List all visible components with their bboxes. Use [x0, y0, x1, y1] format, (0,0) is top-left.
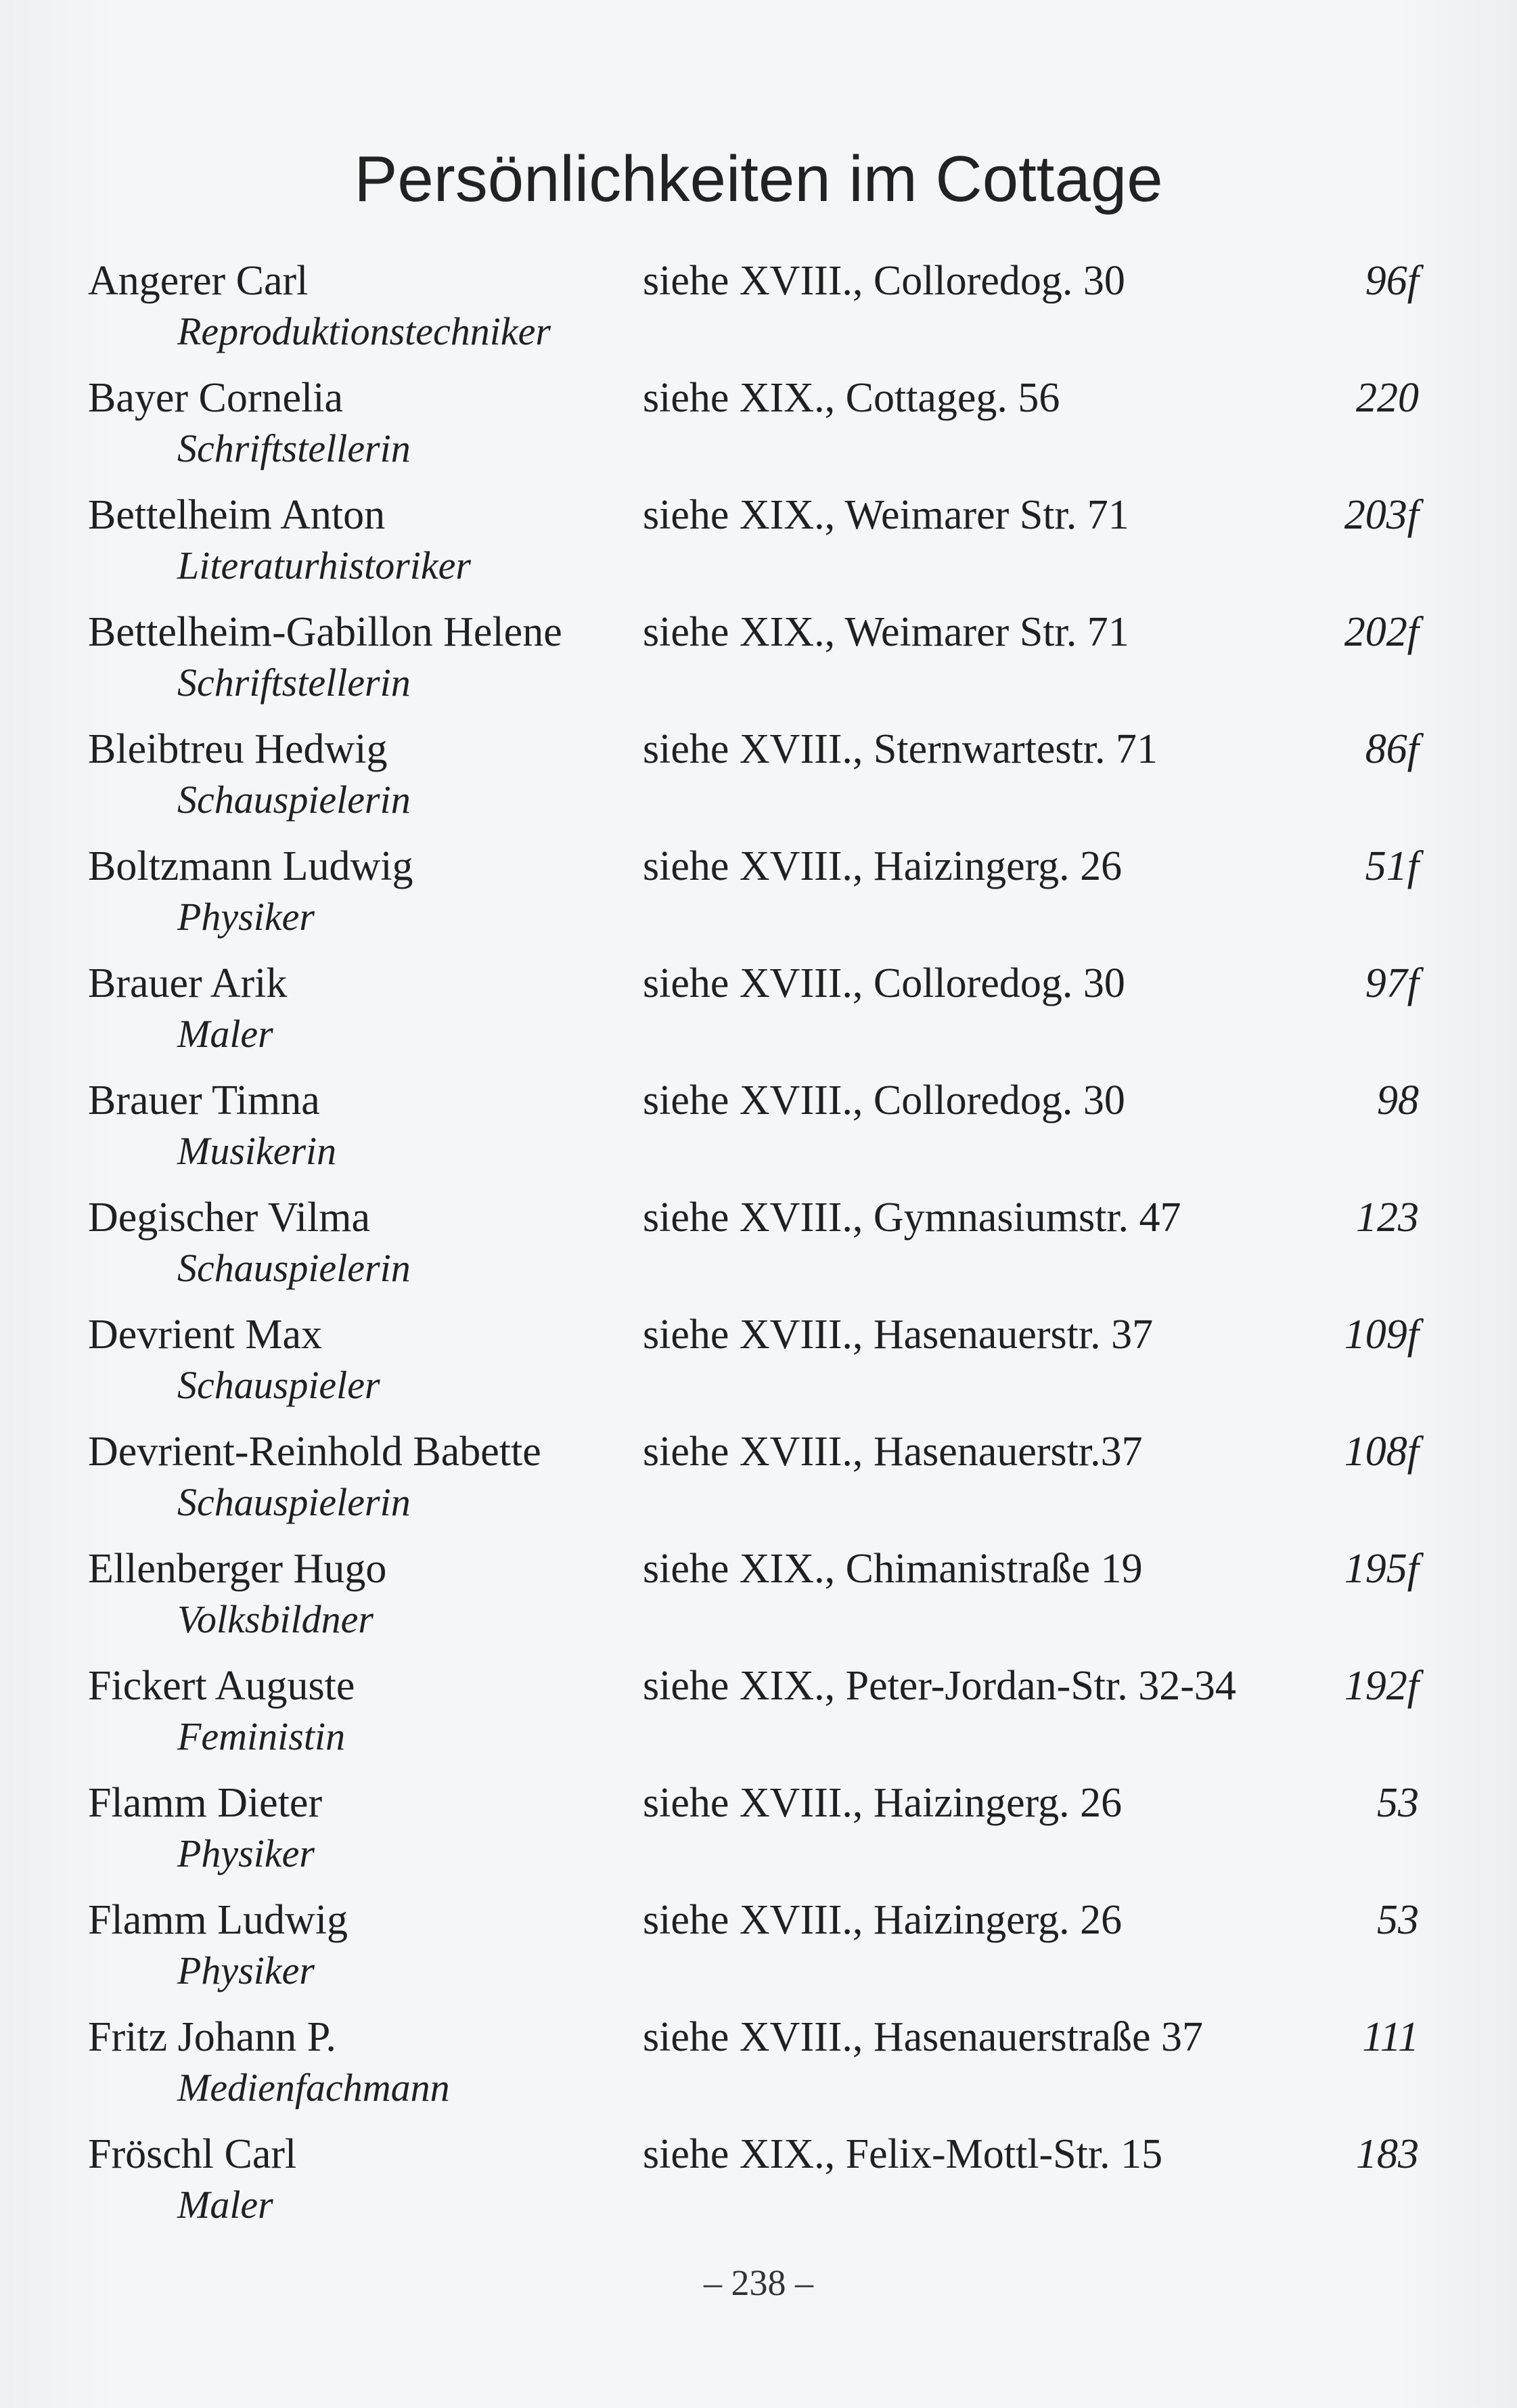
person-name: Angerer Carl: [88, 258, 309, 304]
person-address: siehe XVIII., Sternwartestr. 71: [643, 726, 1158, 772]
person-occupation: Schauspielerin: [177, 778, 411, 822]
person-name: Bettelheim-Gabillon Helene: [88, 609, 562, 655]
person-name: Devrient-Reinhold Babette: [88, 1429, 541, 1475]
list-item: [0, 1896, 1517, 2005]
person-name: Flamm Dieter: [88, 1780, 323, 1826]
person-occupation: Physiker: [177, 1831, 315, 1875]
person-name: Degischer Vilma: [88, 1195, 370, 1241]
page-reference: 108f: [1344, 1429, 1419, 1475]
person-occupation: Maler: [177, 2183, 273, 2227]
person-name: Fritz Johann P.: [88, 2014, 336, 2060]
person-name: Bettelheim Anton: [88, 492, 386, 538]
page-reference: 96f: [1365, 258, 1419, 304]
person-name: Brauer Arik: [88, 960, 288, 1006]
list-item: [0, 1428, 1517, 1536]
list-item: [0, 843, 1517, 951]
person-name: Flamm Ludwig: [88, 1897, 348, 1943]
person-occupation: Schauspielerin: [177, 1246, 411, 1290]
list-item: [0, 1077, 1517, 1185]
person-occupation: Schriftstellerin: [177, 426, 411, 470]
person-occupation: Volksbildner: [177, 1597, 373, 1641]
person-occupation: Maler: [177, 1012, 273, 1056]
person-name: Bleibtreu Hedwig: [88, 726, 388, 772]
page-number: – 238 –: [704, 2262, 813, 2303]
person-occupation: Musikerin: [177, 1129, 337, 1173]
list-item: [0, 726, 1517, 834]
person-address: siehe XVIII., Colloredog. 30: [643, 1077, 1125, 1123]
person-occupation: Medienfachmann: [177, 2066, 450, 2110]
person-address: siehe XVIII., Hasenauerstr. 37: [643, 1312, 1154, 1358]
page-reference: 53: [1377, 1780, 1419, 1826]
person-occupation: Schauspieler: [177, 1363, 380, 1407]
person-address: siehe XVIII., Hasenauerstr.37: [643, 1429, 1143, 1475]
list-item: [0, 1779, 1517, 1888]
page-title: Persönlichkeiten im Cottage: [354, 143, 1163, 215]
page-reference: 86f: [1365, 726, 1419, 772]
list-item: [0, 1545, 1517, 1653]
page-reference: 97f: [1365, 960, 1419, 1006]
person-address: siehe XVIII., Colloredog. 30: [643, 960, 1125, 1006]
person-name: Fickert Auguste: [88, 1663, 355, 1709]
person-address: siehe XIX., Felix-Mottl-Str. 15: [643, 2131, 1163, 2177]
page-reference: 53: [1377, 1897, 1419, 1943]
page-reference: 109f: [1344, 1312, 1419, 1358]
person-address: siehe XIX., Cottageg. 56: [643, 375, 1060, 421]
person-occupation: Physiker: [177, 1948, 315, 1992]
person-occupation: Literaturhistoriker: [177, 543, 471, 587]
person-name: Boltzmann Ludwig: [88, 843, 413, 889]
page-reference: 183: [1356, 2131, 1419, 2177]
person-name: Fröschl Carl: [88, 2131, 297, 2177]
list-item: [0, 1662, 1517, 1770]
page-reference: 192f: [1344, 1663, 1419, 1709]
person-name: Devrient Max: [88, 1312, 323, 1358]
page-reference: 98: [1377, 1077, 1419, 1123]
person-name: Ellenberger Hugo: [88, 1546, 387, 1592]
person-address: siehe XVIII., Gymnasiumstr. 47: [643, 1195, 1181, 1241]
person-name: Brauer Timna: [88, 1077, 320, 1123]
list-item: [0, 2013, 1517, 2122]
person-name: Bayer Cornelia: [88, 375, 344, 421]
person-address: siehe XIX., Chimanistraße 19: [643, 1546, 1143, 1592]
list-item: [0, 1194, 1517, 1302]
person-address: siehe XVIII., Haizingerg. 26: [643, 1780, 1123, 1826]
person-address: siehe XIX., Peter-Jordan-Str. 32-34: [643, 1663, 1236, 1709]
page-reference: 51f: [1365, 843, 1419, 889]
person-address: siehe XIX., Weimarer Str. 71: [643, 609, 1129, 655]
person-address: siehe XVIII., Hasenauerstraße 37: [643, 2014, 1204, 2060]
list-item: [0, 1311, 1517, 1419]
page-reference: 111: [1362, 2014, 1419, 2060]
list-item: [0, 491, 1517, 600]
person-occupation: Reproduktionstechniker: [177, 309, 551, 353]
person-address: siehe XVIII., Colloredog. 30: [643, 258, 1125, 304]
person-address: siehe XIX., Weimarer Str. 71: [643, 492, 1129, 538]
person-address: siehe XVIII., Haizingerg. 26: [643, 1897, 1123, 1943]
list-item: [0, 608, 1517, 717]
page-reference: 195f: [1344, 1546, 1419, 1592]
list-item: [0, 2131, 1517, 2239]
page-reference: 202f: [1344, 609, 1419, 655]
page-reference: 123: [1356, 1195, 1419, 1241]
page-reference: 203f: [1344, 492, 1419, 538]
list-item: [0, 374, 1517, 483]
person-address: siehe XVIII., Haizingerg. 26: [643, 843, 1123, 889]
person-occupation: Physiker: [177, 895, 315, 939]
list-item: [0, 960, 1517, 1068]
page-reference: 220: [1356, 375, 1419, 421]
list-item: [0, 257, 1517, 365]
person-occupation: Feministin: [177, 1714, 346, 1758]
person-occupation: Schriftstellerin: [177, 661, 411, 705]
person-occupation: Schauspielerin: [177, 1480, 411, 1524]
